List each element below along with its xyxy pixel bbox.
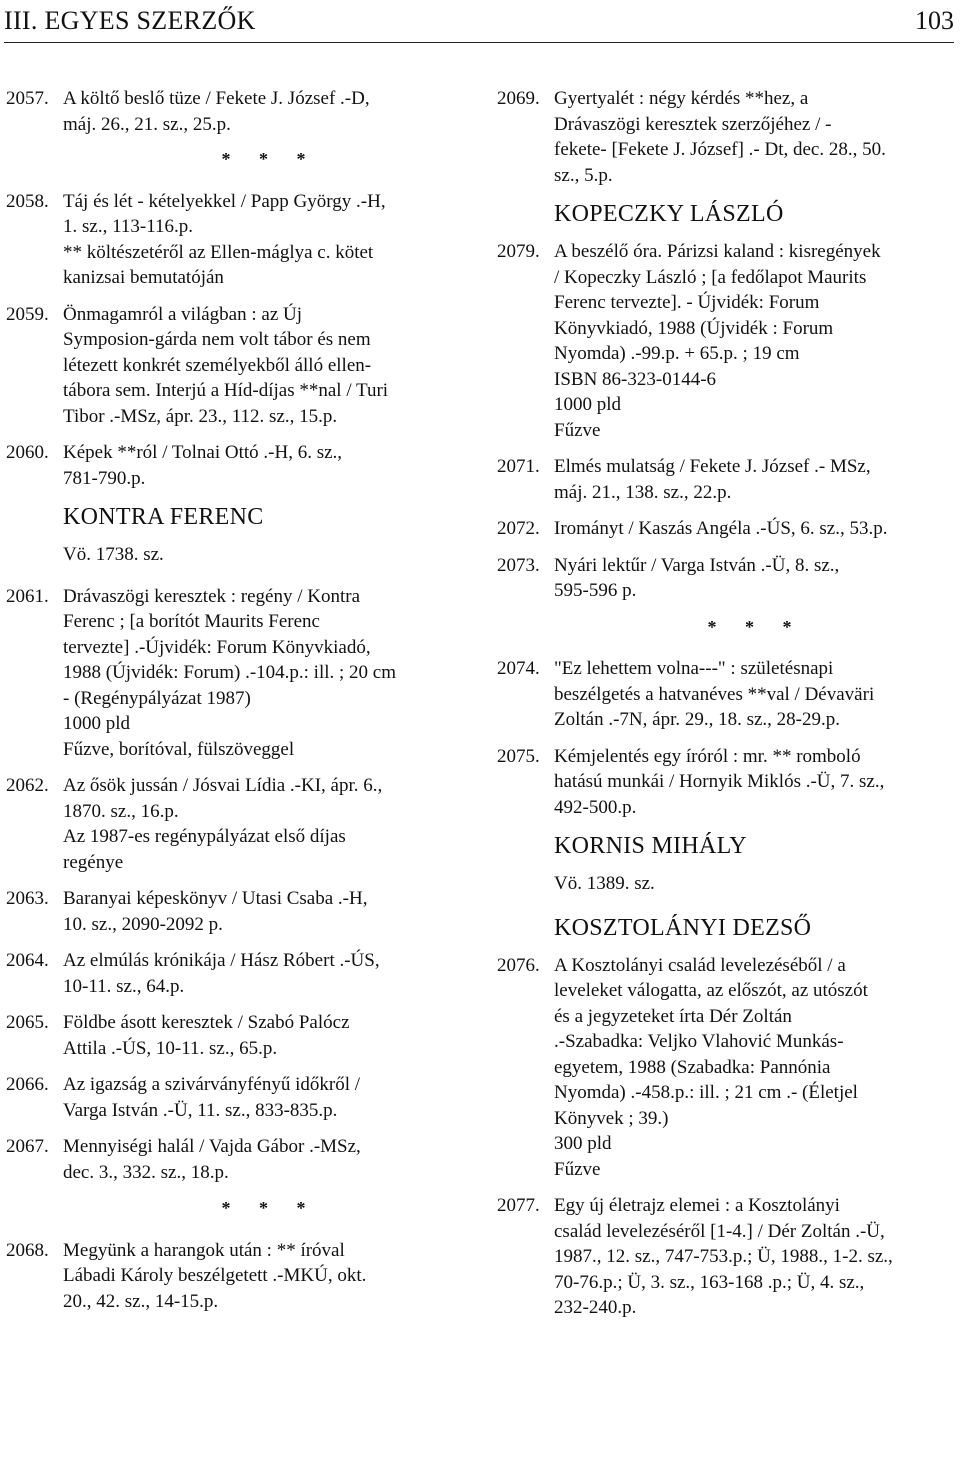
entry-number: 2074.: [497, 658, 540, 679]
entry-line: Képek **ról / Tolnai Ottó .-H, 6. sz.,: [63, 442, 343, 463]
entry-line: hatású munkái / Hornyik Miklós .-Ü, 7. sz.,: [554, 771, 885, 792]
chapter-title: III. EGYES SZERZŐK: [4, 6, 256, 35]
entry-line: - (Regénypályázat 1987): [63, 687, 251, 709]
entry-line: egyetem, 1988 (Szabadka: Pannónia: [554, 1056, 831, 1078]
entry-line: 595-596 p.: [554, 580, 637, 601]
entry-line: Tibor .-MSz, ápr. 23., 112. sz., 15.p.: [63, 405, 338, 427]
entry-line: 1987., 12. sz., 747-753.p.; Ü, 1988., 1-2. sz.,: [554, 1246, 893, 1267]
entry-line: Zoltán .-7N, ápr. 29., 18. sz., 28-29.p.: [554, 709, 841, 730]
entry-line: Ferenc ; [a borítót Maurits Ferenc: [63, 611, 320, 632]
entry-line: 70-76.p.; Ü, 3. sz., 163-168 .p.; Ü, 4. sz.,: [554, 1271, 865, 1293]
entry-line: Könyvkiadó, 1988 (Újvidék : Forum: [554, 317, 834, 339]
entry-line: 1000 pld: [63, 713, 131, 734]
entry-line: Az elmúlás krónikája / Hász Róbert .-ÚS,: [63, 950, 380, 971]
entry-line: tervezte] .-Újvidék: Forum Könyvkiadó,: [63, 636, 371, 658]
entry-line: 20., 42. sz., 14-15.p.: [63, 1290, 219, 1312]
entry-number: 2066.: [6, 1074, 49, 1095]
entry-2074: [497, 656, 957, 733]
entry-line: Baranyai képeskönyv / Utasi Csaba .-H,: [63, 888, 368, 909]
entry-number: 2076.: [497, 954, 540, 976]
entry-line: máj. 26., 21. sz., 25.p.: [63, 113, 231, 135]
entry-number: 2058.: [6, 190, 49, 212]
entry-number: 2063.: [6, 888, 49, 909]
entry-line: Önmagamról a világban : az Új: [63, 303, 303, 325]
author-heading: KOPECZKY LÁSZLÓ: [554, 201, 784, 227]
entry-line: Symposion-gárda nem volt tábor és nem: [63, 329, 371, 350]
entry-note: ** költészetéről az Ellen-máglya c. kötet: [63, 241, 374, 263]
entry-line: Fűzve: [554, 419, 601, 441]
entry-line: Nyomda) .-99.p. + 65.p. ; 19 cm: [554, 343, 800, 364]
entry-line: fekete- [Fekete J. József] .- Dt, dec. 28., 50.: [554, 139, 886, 160]
page-number: 103: [915, 6, 954, 35]
entry-line: 10-11. sz., 64.p.: [63, 975, 185, 997]
entry-line: Elmés mulatság / Fekete J. József .- MSz,: [554, 456, 871, 477]
entry-line: Nyomda) .-458.p.: ill. ; 21 cm .- (Életjel: [554, 1082, 858, 1103]
entry-line: A Kosztolányi család levelezéséből / a: [554, 954, 846, 976]
page-header: [4, 4, 954, 38]
entry-2068: [6, 1238, 476, 1315]
section-stars: * * *: [221, 1198, 318, 1218]
entry-number: 2071.: [497, 456, 540, 477]
entry-2058: [6, 189, 476, 291]
section-stars: * * *: [221, 149, 318, 169]
entry-line: "Ez lehettem volna---" : születésnapi: [554, 658, 834, 679]
entry-line: sz., 5.p.: [554, 164, 613, 186]
entry-2076: [497, 953, 957, 1183]
entry-2060: [6, 440, 476, 491]
entry-number: 2067.: [6, 1136, 49, 1157]
entry-line: létezett konkrét személyekből álló ellen-: [63, 354, 372, 376]
entry-line: Varga István .-Ü, 11. sz., 833-835.p.: [63, 1099, 338, 1121]
entry-line: Attila .-ÚS, 10-11. sz., 65.p.: [63, 1037, 278, 1059]
entry-2061: [6, 584, 476, 763]
entry-line: dec. 3., 332. sz., 18.p.: [63, 1161, 229, 1183]
entry-line: Táj és lét - kételyekkel / Papp György .-H,: [63, 190, 386, 212]
entry-line: és a jegyzeteket írta Dér Zoltán: [554, 1005, 792, 1027]
entry-line: Ferenc tervezte]. - Újvidék: Forum: [554, 292, 820, 313]
entry-line: / Kopeczky László ; [a fedőlapot Maurits: [554, 266, 867, 288]
entry-line: 10. sz., 2090-2092 p.: [63, 913, 223, 935]
entry-2067: [6, 1134, 476, 1185]
entry-line: Egy új életrajz elemei : a Kosztolányi: [554, 1195, 840, 1216]
entry-2072: [497, 516, 957, 542]
author-heading: KONTRA FERENC: [63, 504, 264, 530]
entry-line: Nyári lektűr / Varga István .-Ü, 8. sz.,: [554, 554, 840, 576]
entry-number: 2060.: [6, 442, 49, 463]
entry-2057: [6, 86, 476, 137]
right-column: [497, 86, 957, 1332]
entry-2077: [497, 1193, 957, 1321]
entry-line: Drávaszögi keresztek szerzőjéhez / -: [554, 113, 832, 135]
entry-line: Irományt / Kaszás Angéla .-ÚS, 6. sz., 53.p.: [554, 518, 888, 539]
entry-line: 232-240.p.: [554, 1297, 637, 1318]
entry-2063: [6, 886, 476, 937]
entry-line: Lábadi Károly beszélgetett .-MKÚ, okt.: [63, 1265, 367, 1286]
entry-2071: [497, 454, 957, 505]
entry-number: 2061.: [6, 585, 49, 607]
entry-line: leveleket válogatta, az előszót, az utószót: [554, 980, 868, 1001]
entry-line: 300 pld: [554, 1133, 612, 1154]
section-stars: * * *: [707, 616, 804, 637]
entry-line: 1. sz., 113-116.p.: [63, 216, 193, 237]
entry-2062: [6, 773, 476, 875]
entry-line: máj. 21., 138. sz., 22.p.: [554, 481, 732, 503]
entry-line: 1988 (Újvidék: Forum) .-104.p.: ill. ; 20 cm: [63, 662, 397, 683]
entry-2079: [497, 239, 957, 443]
cross-reference: Vö. 1738. sz.: [63, 544, 164, 565]
entry-line: A költő beslő tüze / Fekete J. József .-D,: [63, 88, 370, 109]
author-heading: KOSZTOLÁNYI DEZSŐ: [554, 914, 812, 941]
entry-line: ISBN 86-323-0144-6: [554, 368, 717, 390]
entry-line: Az ősök jussán / Jósvai Lídia .-KI, ápr. 6.,: [63, 775, 383, 796]
entry-note: Az 1987-es regénypályázat első díjas: [63, 826, 346, 847]
entry-line: Könyvek ; 39.): [554, 1107, 669, 1129]
entry-number: 2072.: [497, 518, 540, 539]
entry-line: 781-790.p.: [63, 467, 146, 489]
entry-line: Gyertyalét : négy kérdés **hez, a: [554, 88, 809, 109]
entry-2073: [497, 553, 957, 604]
entry-line: Megyünk a harangok után : ** íróval: [63, 1239, 345, 1261]
entry-2075: [497, 744, 957, 821]
cross-reference: Vö. 1389. sz.: [554, 873, 655, 894]
entry-2065: [6, 1010, 476, 1061]
entry-line: .-Szabadka: Veljko Vlahović Munkás-: [554, 1031, 844, 1052]
entry-note: regénye: [63, 851, 124, 873]
entry-number: 2073.: [497, 554, 540, 576]
entry-line: Fűzve: [554, 1158, 601, 1180]
entry-number: 2079.: [497, 241, 540, 262]
entry-note: kanizsai bemutatóján: [63, 267, 224, 288]
entry-line: Mennyiségi halál / Vajda Gábor .-MSz,: [63, 1136, 361, 1157]
entry-number: 2059.: [6, 303, 49, 325]
entry-line: Fűzve, borítóval, fülszöveggel: [63, 738, 295, 760]
author-heading: KORNIS MIHÁLY: [554, 833, 747, 859]
entry-number: 2069.: [497, 88, 540, 109]
entry-line: Drávaszögi keresztek : regény / Kontra: [63, 585, 361, 607]
entry-line: 492-500.p.: [554, 796, 637, 818]
entry-number: 2068.: [6, 1239, 49, 1261]
entry-2064: [6, 948, 476, 999]
entry-line: A beszélő óra. Párizsi kaland : kisregények: [554, 241, 881, 262]
entry-number: 2064.: [6, 950, 49, 971]
entry-number: 2065.: [6, 1012, 49, 1033]
entry-line: Földbe ásott keresztek / Szabó Palócz: [63, 1012, 350, 1033]
entry-line: Kémjelentés egy íróról : mr. ** romboló: [554, 745, 861, 767]
header-rule: [4, 42, 954, 43]
entry-line: Az igazság a szivárványfényű időkről /: [63, 1074, 361, 1095]
entry-number: 2057.: [6, 88, 49, 109]
entry-number: 2062.: [6, 775, 49, 796]
entry-2059: [6, 302, 476, 430]
entry-number: 2077.: [497, 1195, 540, 1216]
entry-line: tábora sem. Interjú a Híd-díjas **nal / Turi: [63, 380, 389, 401]
entry-line: család levelezéséről [1-4.] / Dér Zoltán .-Ü,: [554, 1220, 885, 1242]
entry-2069: [497, 86, 957, 188]
entry-line: 1870. sz., 16.p.: [63, 800, 179, 822]
entry-2066: [6, 1072, 476, 1123]
entry-line: beszélgetés a hatvanéves **val / Dévaväri: [554, 683, 875, 705]
entry-number: 2075.: [497, 745, 540, 767]
entry-line: 1000 pld: [554, 394, 622, 415]
left-column: [6, 86, 476, 1325]
